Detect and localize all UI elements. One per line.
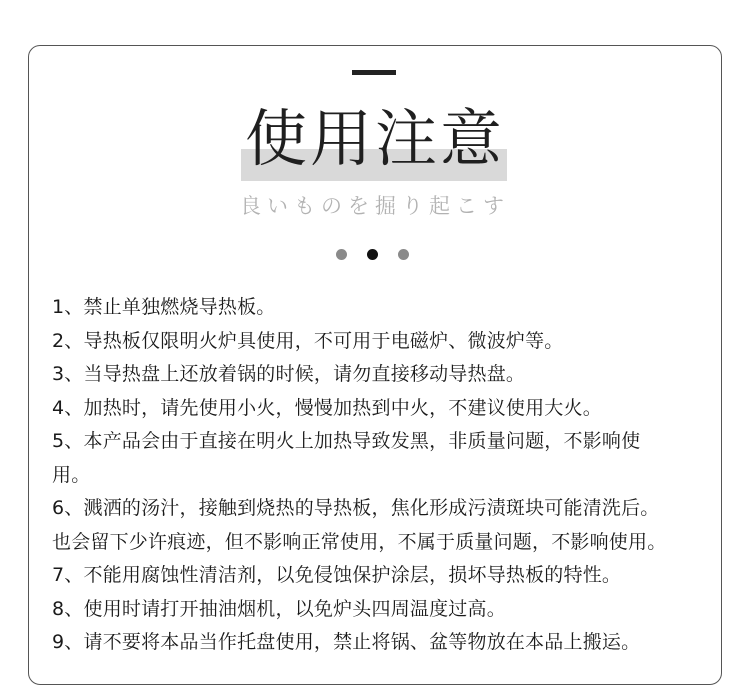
page-title: 使用注意 [244, 102, 505, 175]
pagination-dot [398, 249, 409, 260]
note-line: 7、不能用腐蚀性清洁剂，以免侵蚀保护涂层，损坏导热板的特性。 [52, 564, 622, 586]
note-line: 也会留下少许痕迹，但不影响正常使用，不属于质量问题，不影响使用。 [52, 530, 667, 553]
pagination-dot [336, 249, 347, 260]
note-line: 4、加热时，请先使用小火，慢慢加热到中火，不建议使用大火。 [52, 396, 602, 419]
note-line: 1、禁止单独燃烧导热板。 [52, 296, 276, 318]
note-line: 3、当导热盘上还放着锅的时候，请勿直接移动导热盘。 [52, 363, 526, 385]
note-line: 5、本产品会由于直接在明火上加热导致发黑，非质量问题，不影响使 [52, 430, 641, 452]
note-line: 9、请不要将本品当作托盘使用，禁止将锅、盆等物放在本品上搬运。 [52, 631, 641, 653]
usage-notes-list [52, 291, 724, 660]
pagination-dot-active [367, 249, 378, 260]
pagination-dots [336, 249, 409, 261]
note-line: 8、使用时请打开抽油烟机，以免炉头四周温度过高。 [52, 597, 506, 620]
note-line: 2、导热板仅限明火炉具使用，不可用于电磁炉、微波炉等。 [52, 329, 564, 352]
title-block [0, 98, 750, 188]
decorative-top-bar [352, 70, 396, 75]
note-line: 6、溅洒的汤汁，接触到烧热的导热板，焦化形成污渍斑块可能清洗后。 [52, 497, 660, 519]
note-line: 用。 [52, 463, 91, 486]
page-subtitle: 良いものを掘り起こす [240, 194, 510, 218]
